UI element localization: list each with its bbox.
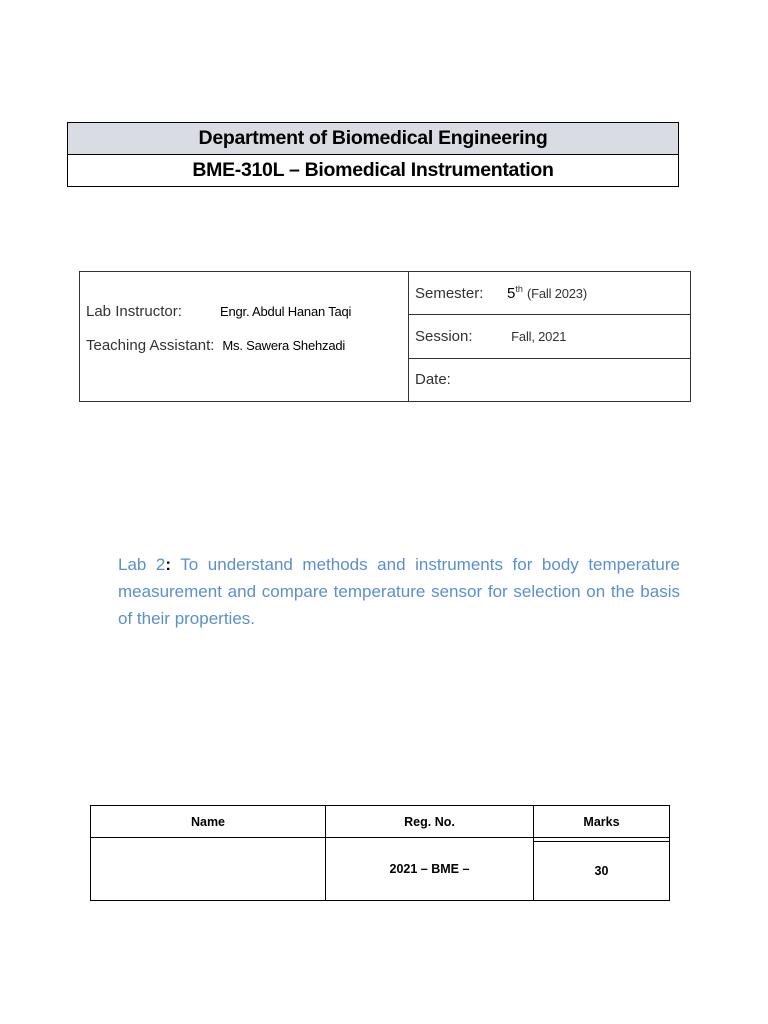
session-label: Session: <box>415 327 473 345</box>
marks-header: Marks <box>534 806 670 838</box>
reg-no-header: Reg. No. <box>326 806 534 838</box>
semester-number: 5 <box>507 284 516 302</box>
name-header: Name <box>91 806 326 838</box>
semester-label: Semester: <box>415 284 484 302</box>
course-title: BME-310L – Biomedical Instrumentation <box>192 159 554 181</box>
lab-number: Lab 2 <box>118 555 166 574</box>
lab-instructor-value: Engr. Abdul Hanan Taqi <box>220 303 352 319</box>
semester-suffix: th <box>515 283 523 294</box>
marks-total: 30 <box>534 841 670 900</box>
lab-instructor-line <box>80 303 408 337</box>
reg-no-value: 2021 – BME – <box>326 838 534 901</box>
date-cell <box>409 358 691 401</box>
department-title: Department of Biomedical Engineering <box>68 123 678 155</box>
course-header <box>67 122 679 187</box>
lab-objective <box>118 551 680 632</box>
lab-instructor-label: Lab Instructor: <box>86 302 182 320</box>
lab-info-table <box>79 271 691 402</box>
semester-cell <box>409 272 691 315</box>
lab-objective-text: To understand methods and instruments for body temperature measurement and compare temperature sensor for selection on the basis of their properties. <box>118 555 680 628</box>
student-table <box>90 805 670 901</box>
session-cell <box>409 315 691 358</box>
semester-term: (Fall 2023) <box>527 285 587 301</box>
date-label: Date: <box>415 371 451 389</box>
ta-line <box>80 337 408 371</box>
ta-label: Teaching Assistant: <box>86 336 215 354</box>
lab-colon: : <box>165 555 172 574</box>
ta-value: Ms. Sawera Shehzadi <box>222 337 346 353</box>
session-value: Fall, 2021 <box>511 328 567 344</box>
staff-cell <box>80 272 409 402</box>
name-field[interactable] <box>91 838 326 901</box>
